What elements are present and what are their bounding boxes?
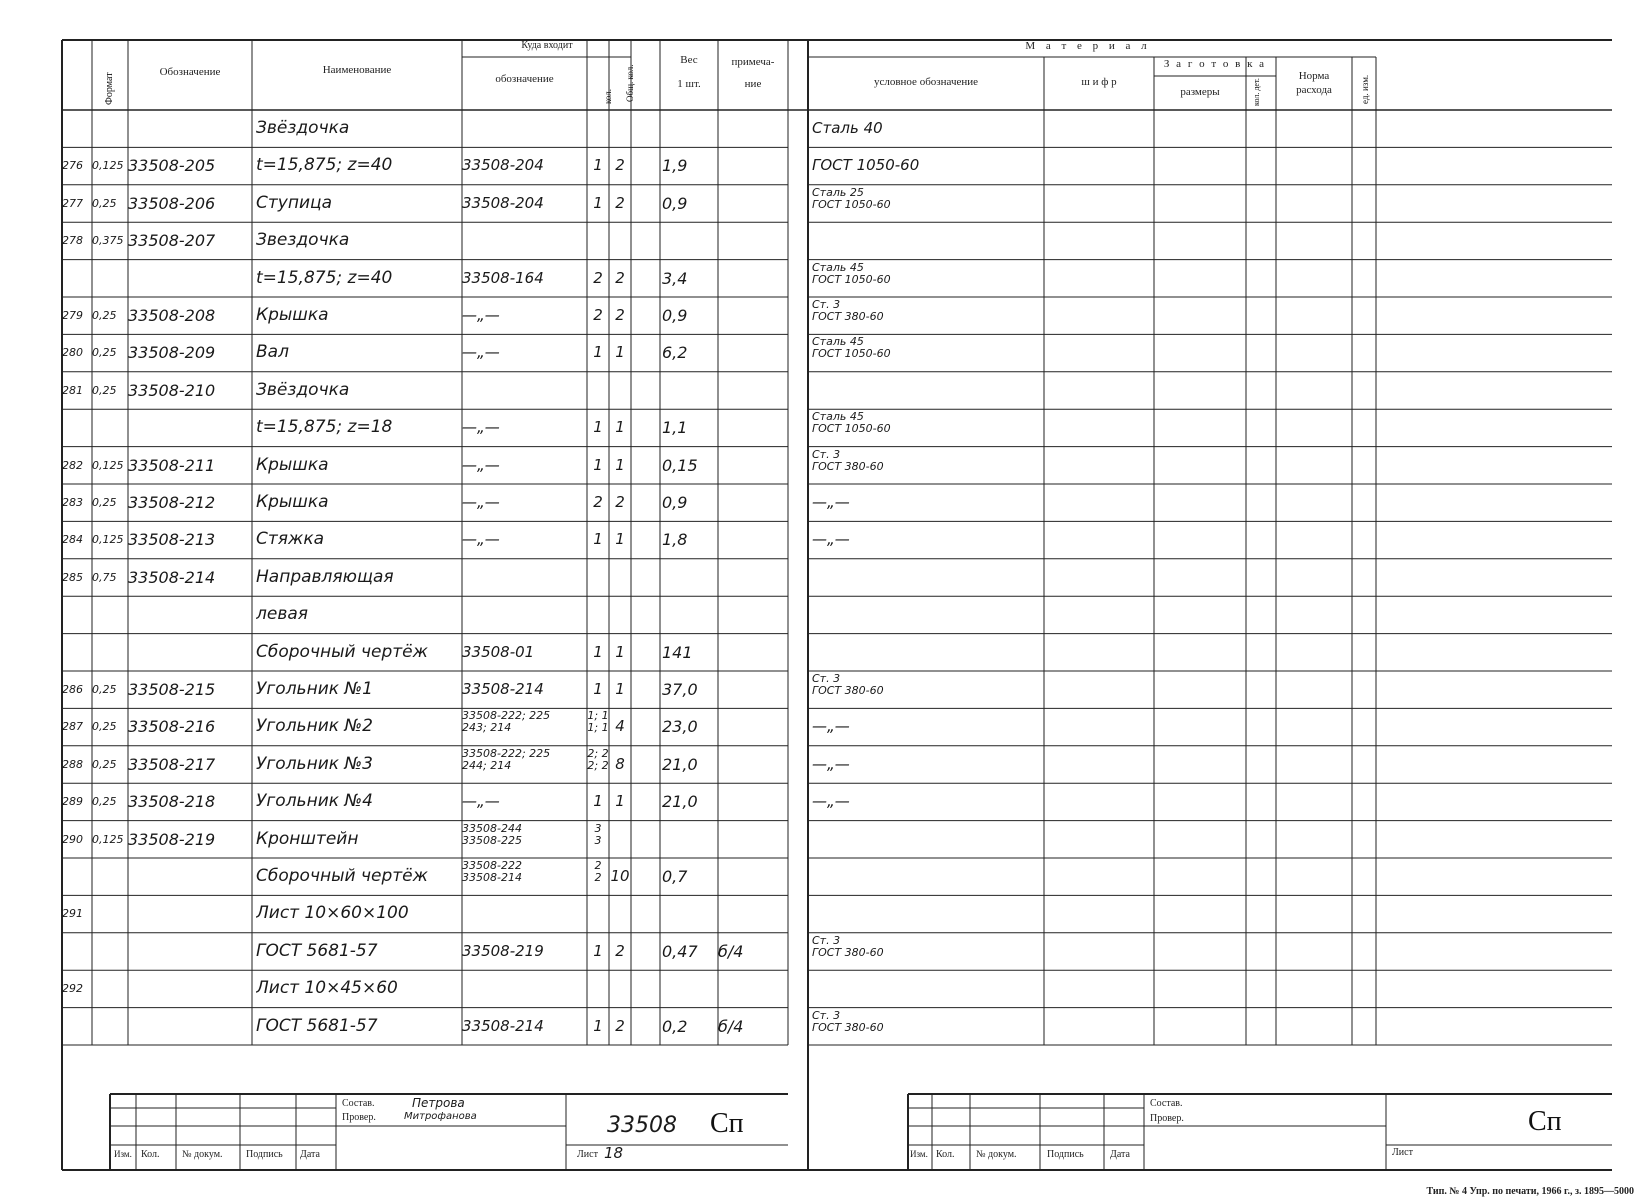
- where-used-value: [462, 596, 587, 633]
- designation-value: 33508-211: [128, 455, 216, 475]
- stamp-left-list-label: Лист: [577, 1149, 598, 1160]
- format-value: 0,25: [92, 346, 117, 360]
- where-used-value: 33508-214: [462, 1016, 544, 1035]
- item-number: [62, 1008, 92, 1045]
- header-where-used: Куда входит: [521, 40, 573, 51]
- material-value: Ст. 3 ГОСТ 380-60: [812, 673, 884, 697]
- qty-value: [587, 596, 609, 633]
- name-value: Вал: [256, 342, 289, 363]
- where-used-value: 33508-164: [462, 268, 544, 287]
- qty-value: 1: [593, 680, 603, 698]
- weight-value: [662, 222, 718, 259]
- format-value: [92, 260, 128, 297]
- item-number: [62, 634, 92, 671]
- total-qty-value: 2: [615, 306, 625, 324]
- note-value: [718, 821, 788, 858]
- name-value: Угольник №3: [256, 753, 373, 774]
- name-value: ГОСТ 5681-57: [256, 940, 378, 961]
- header-designation: Обозначение: [159, 66, 221, 78]
- note-value: б/4: [718, 1016, 744, 1036]
- total-qty-value: 2: [615, 1016, 625, 1035]
- format-value: 0,25: [92, 757, 117, 771]
- weight-value: 1,8: [662, 530, 688, 550]
- stamp-left-col-kol: Кол.: [141, 1149, 160, 1160]
- item-number: 283: [62, 496, 83, 509]
- qty-value: 2: [593, 493, 603, 511]
- weight-value: 0,7: [662, 867, 688, 886]
- item-number: 291: [62, 907, 83, 921]
- weight-value: [662, 372, 718, 409]
- material-value: —„—: [812, 530, 850, 549]
- format-value: [92, 110, 128, 147]
- weight-value: 37,0: [662, 680, 698, 699]
- name-value: Угольник №1: [256, 679, 373, 699]
- material-value: —„—: [812, 717, 850, 736]
- material-value: Сталь 25 ГОСТ 1050-60: [812, 186, 891, 211]
- item-number: [62, 933, 92, 970]
- total-qty-value: 1: [615, 455, 625, 474]
- where-used-value: 33508-244 33508-225: [462, 822, 522, 847]
- weight-value: 0,9: [662, 306, 688, 325]
- weight-value: 1,9: [662, 156, 688, 176]
- where-used-value: 33508-219: [462, 941, 544, 960]
- name-value: левая: [256, 604, 308, 625]
- note-value: [718, 372, 788, 409]
- designation-value: 33508-219: [128, 829, 216, 849]
- item-number: 279: [62, 309, 83, 322]
- format-value: 0,25: [92, 795, 117, 809]
- format-value: 0,25: [92, 496, 117, 509]
- qty-value: 1: [593, 156, 603, 175]
- qty-value: [587, 970, 609, 1007]
- stamp-right-col-doc: № докум.: [976, 1149, 1017, 1160]
- item-number: 288: [62, 757, 83, 771]
- where-used-value: —„—: [462, 418, 500, 437]
- header-unit: ед. изм.: [1360, 74, 1370, 104]
- weight-value: [662, 821, 718, 858]
- note-value: [718, 185, 788, 222]
- designation-value: 33508-207: [128, 231, 216, 251]
- header-code: ш и ф р: [1081, 76, 1117, 88]
- header-weight: Вес: [680, 54, 698, 66]
- header-note-2: ние: [744, 78, 762, 90]
- name-value: Кронштейн: [256, 828, 359, 849]
- where-used-value: —„—: [462, 530, 500, 549]
- where-used-value: 33508-01: [462, 642, 535, 661]
- format-value: [92, 858, 128, 895]
- where-used-value: 33508-222; 225 244; 214: [462, 747, 551, 772]
- printing-imprint: Тип. № 4 Упр. по печати, 1966 г., з. 1895—5000: [1426, 1186, 1634, 1197]
- stamp-left-prover-name: Митрофанова: [404, 1111, 477, 1122]
- total-qty-value: [609, 821, 631, 858]
- item-number: 280: [62, 346, 83, 360]
- where-used-value: [462, 559, 587, 596]
- total-qty-value: 1: [615, 792, 625, 811]
- item-number: 276: [62, 159, 83, 173]
- header-name: Наименование: [322, 64, 392, 76]
- item-number: 285: [62, 570, 83, 584]
- name-value: Звёздочка: [256, 118, 350, 138]
- qty-value: [587, 559, 609, 596]
- stamp-right-doc-type: Сп: [1528, 1106, 1562, 1137]
- total-qty-value: 1: [615, 642, 625, 661]
- item-number: [62, 409, 92, 446]
- format-value: [92, 970, 128, 1007]
- item-number: 277: [62, 196, 83, 210]
- note-value: [718, 895, 788, 932]
- stamp-right-col-sign: Подпись: [1047, 1149, 1084, 1160]
- where-used-value: 33508-222; 225 243; 214: [462, 710, 551, 735]
- format-value: 0,25: [92, 383, 117, 397]
- item-number: 287: [62, 720, 83, 734]
- designation-value: [128, 1008, 252, 1045]
- note-value: [718, 260, 788, 297]
- qty-value: [587, 222, 609, 259]
- material-value: Сталь 40: [812, 119, 883, 137]
- item-number: [62, 110, 92, 147]
- total-qty-value: 10: [610, 867, 630, 885]
- material-value: [812, 970, 1044, 1007]
- total-qty-value: [609, 895, 631, 932]
- material-value: Сталь 45 ГОСТ 1050-60: [812, 411, 891, 436]
- item-number: 290: [62, 832, 83, 846]
- qty-value: [587, 110, 609, 147]
- weight-value: [662, 596, 718, 633]
- qty-value: [587, 372, 609, 409]
- weight-value: 141: [662, 642, 693, 662]
- total-qty-value: 2: [615, 193, 625, 212]
- name-value: t=15,875; z=18: [256, 417, 393, 438]
- material-value: [812, 634, 1044, 671]
- material-value: Ст. 3 ГОСТ 380-60: [812, 934, 884, 959]
- where-used-value: [462, 970, 587, 1007]
- format-value: 0,125: [92, 533, 124, 547]
- qty-value: 1: [593, 193, 603, 212]
- stamp-left-sostav: Состав.: [342, 1098, 375, 1109]
- name-value: Звёздочка: [256, 379, 350, 400]
- header-format: Формат: [104, 72, 115, 105]
- qty-value: 3 3: [594, 822, 602, 847]
- material-value: Ст. 3 ГОСТ 380-60: [812, 448, 884, 473]
- designation-value: [128, 260, 252, 297]
- qty-value: 2 2: [594, 860, 602, 884]
- item-number: 292: [62, 982, 83, 996]
- item-number: 286: [62, 683, 83, 696]
- note-value: [718, 746, 788, 783]
- note-value: [718, 334, 788, 371]
- where-used-value: —„—: [462, 792, 500, 811]
- total-qty-value: 4: [615, 717, 625, 736]
- where-used-value: 33508-204: [462, 156, 544, 175]
- stamp-right-sostav: Состав.: [1150, 1098, 1183, 1109]
- stamp-left-prover: Провер.: [342, 1112, 376, 1123]
- total-qty-value: 1: [615, 418, 625, 437]
- total-qty-value: [609, 222, 631, 259]
- weight-value: 23,0: [662, 717, 698, 737]
- item-number: 281: [62, 383, 83, 397]
- note-value: [718, 222, 788, 259]
- total-qty-value: 2: [615, 493, 625, 511]
- item-number: 289: [62, 795, 83, 809]
- format-value: 0,25: [92, 683, 117, 696]
- designation-value: 33508-208: [128, 306, 216, 325]
- format-value: [92, 634, 128, 671]
- weight-value: [662, 895, 718, 932]
- header-material: М а т е р и а л: [1025, 40, 1151, 52]
- note-value: [718, 409, 788, 446]
- item-number: [62, 858, 92, 895]
- total-qty-value: 1: [615, 680, 625, 698]
- total-qty-value: [609, 559, 631, 596]
- note-value: [718, 708, 788, 745]
- qty-value: 1: [593, 1016, 603, 1035]
- format-value: 0,125: [92, 832, 124, 846]
- name-value: Лист 10×60×100: [256, 903, 409, 924]
- total-qty-value: 2: [615, 268, 625, 287]
- designation-value: 33508-209: [128, 343, 216, 363]
- designation-value: [128, 409, 252, 446]
- total-qty-value: [609, 110, 631, 147]
- weight-value: [662, 559, 718, 596]
- stamp-right-col-izm: Изм.: [910, 1149, 928, 1159]
- name-value: Лист 10×45×60: [256, 978, 398, 999]
- total-qty-value: [609, 970, 631, 1007]
- weight-value: 0,9: [662, 193, 688, 213]
- where-used-value: 33508-222 33508-214: [462, 860, 522, 884]
- where-used-value: —„—: [462, 306, 500, 324]
- total-qty-value: [609, 596, 631, 633]
- note-value: [718, 110, 788, 147]
- material-value: [812, 222, 1044, 259]
- item-number: 282: [62, 458, 83, 472]
- header-weight-unit: 1 шт.: [677, 78, 701, 90]
- weight-value: 0,2: [662, 1016, 688, 1036]
- material-value: [812, 596, 1044, 633]
- weight-value: 1,1: [662, 418, 688, 438]
- format-value: 0,375: [92, 234, 124, 248]
- name-value: Стяжка: [256, 529, 324, 550]
- material-value: —„—: [812, 792, 850, 811]
- total-qty-value: [609, 372, 631, 409]
- weight-value: 0,15: [662, 455, 698, 475]
- designation-value: 33508-210: [128, 380, 216, 400]
- qty-value: 1: [593, 792, 603, 811]
- designation-value: 33508-215: [128, 680, 216, 699]
- qty-value: [587, 895, 609, 932]
- designation-value: [128, 933, 252, 970]
- stamp-right-col-kol: Кол.: [936, 1149, 955, 1160]
- note-value: [718, 147, 788, 184]
- format-value: 0,25: [92, 309, 117, 322]
- note-value: [718, 634, 788, 671]
- format-value: 0,75: [92, 570, 117, 584]
- format-value: 0,125: [92, 458, 124, 472]
- format-value: [92, 933, 128, 970]
- where-used-value: —„—: [462, 493, 500, 511]
- item-number: [62, 596, 92, 633]
- header-blank-qty: кол. дет.: [1252, 78, 1261, 106]
- material-value: Ст. 3 ГОСТ 380-60: [812, 299, 884, 323]
- material-value: [812, 821, 1044, 858]
- material-value: [812, 372, 1044, 409]
- name-value: Сборочный чертёж: [256, 641, 428, 662]
- note-value: [718, 858, 788, 895]
- qty-value: 1: [593, 418, 603, 437]
- where-used-value: 33508-214: [462, 680, 544, 698]
- name-value: Крышка: [256, 305, 329, 325]
- name-value: Ступица: [256, 192, 332, 213]
- stamp-left-col-izm: Изм.: [114, 1149, 132, 1159]
- designation-value: [128, 970, 252, 1007]
- header-qty: кол.: [603, 88, 613, 104]
- qty-value: 1: [593, 455, 603, 474]
- stamp-right-list-label: Лист: [1392, 1147, 1413, 1158]
- weight-value: 21,0: [662, 754, 698, 774]
- format-value: [92, 596, 128, 633]
- note-value: б/4: [718, 941, 744, 961]
- name-value: Угольник №4: [256, 791, 373, 812]
- weight-value: 3,4: [662, 268, 688, 288]
- where-used-value: [462, 110, 587, 147]
- item-number: 284: [62, 533, 83, 547]
- material-value: [812, 559, 1044, 596]
- stamp-right-col-date: Дата: [1110, 1149, 1130, 1160]
- stamp-left-sostav-name: Петрова: [412, 1096, 465, 1110]
- format-value: [92, 1008, 128, 1045]
- weight-value: 0,47: [662, 941, 698, 961]
- where-used-value: [462, 372, 587, 409]
- where-used-value: [462, 222, 587, 259]
- material-value: —„—: [812, 493, 850, 511]
- weight-value: [662, 110, 718, 147]
- header-symbol: условное обозначение: [873, 76, 979, 88]
- designation-value: [128, 596, 252, 633]
- total-qty-value: 1: [615, 530, 625, 549]
- note-value: [718, 970, 788, 1007]
- stamp-right-prover: Провер.: [1150, 1113, 1184, 1124]
- designation-value: 33508-216: [128, 717, 216, 737]
- name-value: t=15,875; z=40: [256, 267, 393, 288]
- header-norm-1: Норма: [1298, 70, 1330, 82]
- stamp-left-doc-type: Сп: [710, 1108, 744, 1139]
- total-qty-value: 2: [615, 941, 625, 960]
- header-norm-2: расхода: [1296, 84, 1332, 96]
- header-total-qty: Общ. кол.: [625, 64, 635, 102]
- note-value: [718, 297, 788, 334]
- total-qty-value: 1: [615, 343, 625, 362]
- designation-value: 33508-205: [128, 156, 216, 176]
- material-value: Ст. 3 ГОСТ 380-60: [812, 1009, 884, 1034]
- note-value: [718, 447, 788, 484]
- designation-value: [128, 634, 252, 671]
- name-value: Крышка: [256, 492, 329, 512]
- stamp-left-col-date: Дата: [300, 1149, 320, 1160]
- format-value: [92, 409, 128, 446]
- note-value: [718, 671, 788, 708]
- designation-value: 33508-213: [128, 530, 216, 550]
- material-value: [812, 895, 1044, 932]
- material-value: ГОСТ 1050-60: [812, 156, 920, 175]
- weight-value: 6,2: [662, 343, 688, 363]
- designation-value: 33508-218: [128, 792, 216, 812]
- designation-value: [128, 858, 252, 895]
- name-value: t=15,875; z=40: [256, 155, 393, 176]
- header-note-1: примеча-: [731, 56, 775, 68]
- note-value: [718, 559, 788, 596]
- qty-value: 1; 1 1; 1: [587, 710, 609, 735]
- where-used-value: —„—: [462, 455, 500, 474]
- weight-value: [662, 970, 718, 1007]
- qty-value: 1: [593, 941, 603, 960]
- stamp-left-list-no: 18: [604, 1144, 624, 1162]
- note-value: [718, 521, 788, 558]
- qty-value: 1: [593, 530, 603, 549]
- designation-value: [128, 895, 252, 932]
- header-blank: З а г о т о в к а: [1163, 58, 1267, 70]
- header-where-used-designation: обозначение: [495, 73, 554, 85]
- format-value: [92, 895, 128, 932]
- where-used-value: 33508-204: [462, 193, 544, 212]
- note-value: [718, 484, 788, 521]
- designation-value: 33508-217: [128, 754, 216, 774]
- material-value: [812, 858, 1044, 895]
- item-number: [62, 260, 92, 297]
- designation-value: 33508-214: [128, 567, 216, 587]
- qty-value: 2: [593, 268, 603, 287]
- designation-value: [128, 110, 252, 147]
- note-value: [718, 783, 788, 820]
- header-sizes: размеры: [1180, 86, 1220, 98]
- qty-value: 2; 2 2; 2: [587, 747, 609, 772]
- weight-value: 21,0: [662, 792, 698, 812]
- where-used-value: —„—: [462, 343, 500, 362]
- name-value: Сборочный чертёж: [256, 866, 428, 886]
- stamp-left-doc-code: 33508: [607, 1113, 677, 1138]
- item-number: 278: [62, 234, 83, 248]
- stamp-left-col-sign: Подпись: [246, 1149, 283, 1160]
- name-value: Угольник №2: [256, 716, 373, 737]
- material-value: Сталь 45 ГОСТ 1050-60: [812, 261, 891, 286]
- note-value: [718, 596, 788, 633]
- name-value: ГОСТ 5681-57: [256, 1015, 378, 1036]
- where-used-value: [462, 895, 587, 932]
- qty-value: 2: [593, 306, 603, 324]
- material-value: —„—: [812, 754, 850, 773]
- total-qty-value: 2: [615, 156, 625, 175]
- qty-value: 1: [593, 642, 603, 661]
- name-value: Направляющая: [256, 566, 394, 587]
- designation-value: 33508-206: [128, 193, 216, 213]
- name-value: Звездочка: [256, 230, 350, 251]
- name-value: Крышка: [256, 454, 329, 475]
- format-value: 0,125: [92, 159, 124, 173]
- total-qty-value: 8: [615, 754, 625, 773]
- stamp-left-col-doc: № докум.: [182, 1149, 223, 1160]
- designation-value: 33508-212: [128, 493, 216, 512]
- qty-value: 1: [593, 343, 603, 362]
- format-value: 0,25: [92, 720, 117, 734]
- weight-value: 0,9: [662, 493, 688, 512]
- material-value: Сталь 45 ГОСТ 1050-60: [812, 336, 891, 361]
- format-value: 0,25: [92, 196, 117, 210]
